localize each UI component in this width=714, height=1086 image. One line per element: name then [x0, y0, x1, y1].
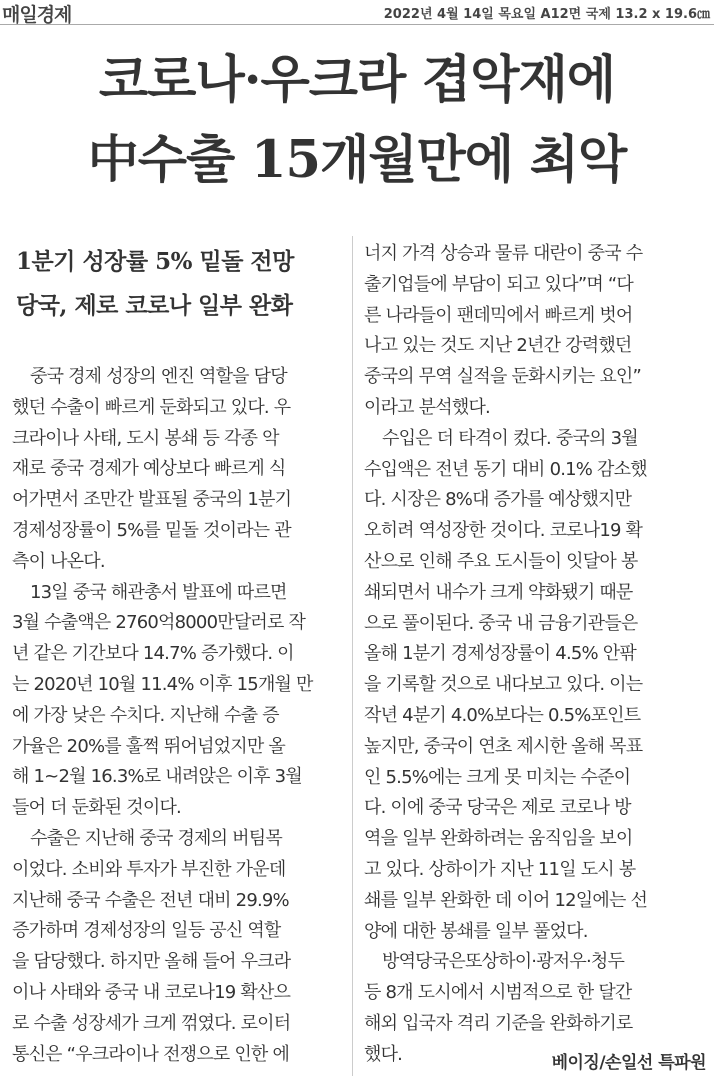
- body-line: 등 8개 도시에서 시범적으로 한 달간: [364, 982, 632, 1004]
- body-line: 올해 1분기 경제성장률이 4.5% 안팎: [364, 643, 636, 665]
- body-line: 산으로 인해 주요 도시들이 잇달아 봉: [364, 550, 638, 572]
- body-line: 로 수출 성장세가 크게 꺾였다. 로이터: [12, 1012, 291, 1034]
- body-line: 어가면서 조만간 발표될 중국의 1분기: [12, 489, 292, 511]
- body-line: 가율은 20%를 훌쩍 뛰어넘었지만 올: [12, 735, 285, 757]
- subheadline-line-2: 당국, 제로 코로나 일부 완화: [16, 292, 293, 319]
- article-column-left: [12, 362, 348, 1070]
- headline-line-2: 中수출 15개월만에 최악: [87, 130, 627, 190]
- body-line: 을 기록할 것으로 내다보고 있다. 이는: [364, 674, 643, 696]
- body-line: 지난해 중국 수출은 전년 대비 29.9%: [12, 889, 289, 911]
- body-line: 13일 중국 해관총서 발표에 따르면: [30, 581, 287, 603]
- body-line: 양에 대한 봉쇄를 일부 풀었다.: [364, 920, 588, 942]
- body-line: 인 5.5%에는 크게 못 미치는 수준이: [364, 766, 631, 788]
- body-line: 출기업들에 부담이 되고 있다”며 “다: [364, 273, 633, 295]
- body-line: 수출은 지난해 중국 경제의 버팀목: [30, 827, 282, 849]
- body-line: 는 2020년 10월 11.4% 이후 15개월 만: [12, 673, 313, 695]
- body-line: 쇄되면서 내수가 크게 약화됐기 때문: [364, 581, 633, 603]
- subheadline-line-1: 1분기 성장률 5% 밑돌 전망: [16, 248, 294, 275]
- byline: 베이징/손일선 특파원: [551, 1053, 706, 1073]
- body-line: 너지 가격 상승과 물류 대란이 중국 수: [364, 243, 643, 264]
- newspaper-brand: 매일경제: [2, 4, 72, 26]
- body-line: 다. 이에 중국 당국은 제로 코로나 방: [364, 797, 631, 819]
- body-line: 중국 경제 성장의 엔진 역할을 담당: [30, 366, 287, 387]
- body-line: 다. 시장은 8%대 증가를 예상했지만: [364, 489, 632, 511]
- body-line: 높지만, 중국이 연초 제시한 올해 목표: [364, 735, 643, 757]
- headline-line-1: 코로나·우크라 겹악재에: [98, 50, 616, 110]
- body-line: 방역당국은또상하이·광저우·청두: [382, 951, 625, 973]
- masthead: [0, 0, 714, 25]
- body-line: 을 담당했다. 하지만 올해 들어 우크라: [12, 951, 291, 973]
- body-line: 3월 수출액은 2760억8000만달러로 작: [12, 612, 306, 634]
- issue-info: 2022년 4월 14일 목요일 A12면 국제 13.2 x 19.6㎝: [383, 7, 710, 22]
- body-line: 른 나라들이 팬데믹에서 빠르게 벗어: [364, 304, 633, 326]
- body-line: 이었다. 소비와 투자가 부진한 가운데: [12, 858, 286, 880]
- body-line: 해 1~2월 16.3%로 내려앉은 이후 3월: [12, 766, 302, 788]
- body-line: 재로 중국 경제가 예상보다 빠르게 식: [12, 458, 286, 480]
- body-line: 으로 풀이된다. 중국 내 금융기관들은: [364, 612, 638, 634]
- body-line: 에 가장 낮은 수치다. 지난해 수출 증: [12, 704, 279, 726]
- body-line: 이나 사태와 중국 내 코로나19 확산으: [12, 981, 291, 1003]
- body-line: 했던 수출이 빠르게 둔화되고 있다. 우: [12, 396, 291, 418]
- body-line: 증가하며 경제성장의 일등 공신 역할: [12, 920, 281, 942]
- body-line: 중국의 무역 실적을 둔화시키는 요인”: [364, 366, 642, 388]
- body-line: 고 있다. 상하이가 지난 11일 도시 봉: [364, 858, 636, 880]
- body-line: 했다.: [364, 1043, 403, 1065]
- column-divider: [352, 236, 353, 1076]
- article-column-right: [364, 239, 704, 1071]
- body-line: 오히려 역성장한 것이다. 코로나19 확: [364, 520, 643, 542]
- body-line: 나고 있는 것도 지난 2년간 강력했던: [364, 335, 632, 357]
- body-line: 크라이나 사태, 도시 봉쇄 등 각종 악: [12, 427, 279, 449]
- body-line: 수입은 더 타격이 컸다. 중국의 3월: [382, 427, 638, 449]
- body-line: 수입액은 전년 동기 대비 0.1% 감소했: [364, 458, 647, 480]
- body-line: 이라고 분석했다.: [364, 396, 490, 418]
- body-line: 통신은 “우크라이나 전쟁으로 인한 에: [12, 1043, 290, 1065]
- body-line: 들어 더 둔화된 것이다.: [12, 797, 181, 819]
- body-line: 작년 4분기 4.0%보다는 0.5%포인트: [364, 704, 641, 726]
- body-line: 년 같은 기간보다 14.7% 증가했다. 이: [12, 643, 294, 665]
- body-line: 해외 입국자 격리 기준을 완화하기로: [364, 1012, 633, 1034]
- body-line: 쇄를 일부 완화한 데 이어 12일에는 선: [364, 889, 648, 911]
- body-line: 측이 나온다.: [12, 550, 105, 572]
- body-line: 경제성장률이 5%를 밑돌 것이라는 관: [12, 519, 291, 541]
- body-line: 역을 일부 완화하려는 움직임을 보이: [364, 828, 633, 850]
